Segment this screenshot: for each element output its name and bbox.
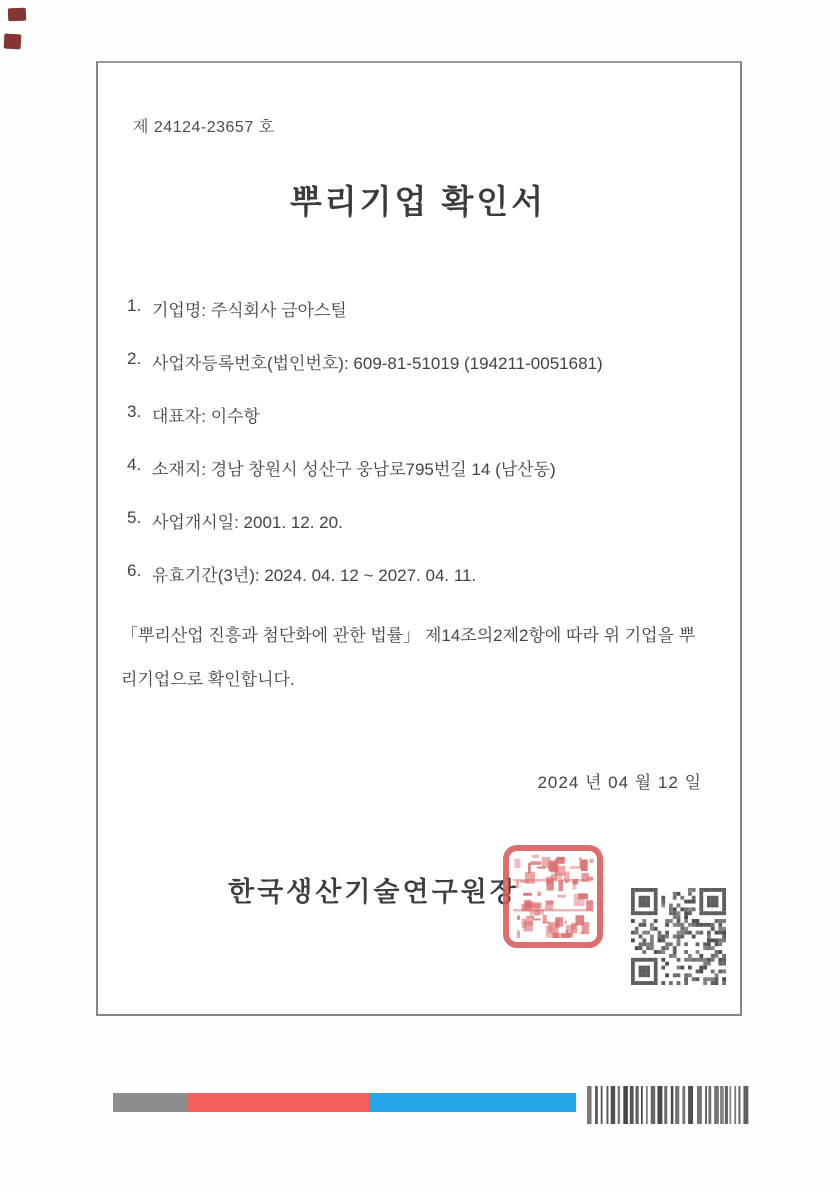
item-text: 대표자: 이수항	[152, 407, 260, 426]
item-text: 유효기간(3년): 2024. 04. 12 ~ 2027. 04. 11.	[152, 566, 477, 585]
scan-artifact-mark	[4, 34, 22, 50]
seal-pattern	[509, 851, 597, 942]
document-number: 제 24124-23657 호	[133, 119, 275, 136]
field-address	[127, 455, 603, 480]
qr-code	[631, 888, 726, 985]
certificate-title: 뿌리기업 확인서	[289, 183, 547, 220]
calibration-bar-blue	[369, 1093, 576, 1112]
item-number: 5.	[127, 508, 142, 527]
calibration-bar-gray	[113, 1093, 187, 1112]
item-text: 기업명: 주식회사 금아스틸	[152, 301, 347, 320]
scan-artifact-mark	[8, 8, 26, 22]
statement-line: 「뿌리산업 진흥과 첨단화에 관한 법률」 제14조의2제2항에 따라 위 기업을 뿌	[121, 626, 696, 645]
item-text: 소재지: 경남 창원시 성산구 웅남로795번길 14 (남산동)	[152, 460, 556, 479]
field-validity-period	[127, 561, 603, 586]
field-representative	[127, 402, 603, 427]
field-business-registration-number	[127, 349, 603, 374]
issue-date: 2024 년 04 월 12 일	[537, 773, 702, 792]
field-company-name	[127, 296, 603, 321]
issuer-name: 한국생산기술연구원장	[228, 877, 519, 907]
field-business-start-date	[127, 508, 603, 533]
item-text: 사업개시일: 2001. 12. 20.	[152, 513, 343, 532]
item-text: 사업자등록번호(법인번호): 609-81-51019 (194211-0051681)	[152, 354, 603, 373]
barcode-pattern	[587, 1086, 749, 1124]
certificate-fields	[127, 296, 603, 586]
official-seal-stamp	[503, 845, 603, 948]
item-number: 1.	[127, 296, 142, 315]
confirmation-statement	[121, 626, 733, 690]
barcode	[587, 1086, 749, 1124]
item-number: 4.	[127, 455, 142, 474]
item-number: 3.	[127, 402, 142, 421]
statement-line: 리기업으로 확인합니다.	[121, 670, 295, 689]
item-number: 2.	[127, 349, 142, 368]
calibration-bar-red	[187, 1093, 369, 1112]
item-number: 6.	[127, 561, 142, 580]
qr-pattern	[631, 888, 726, 985]
